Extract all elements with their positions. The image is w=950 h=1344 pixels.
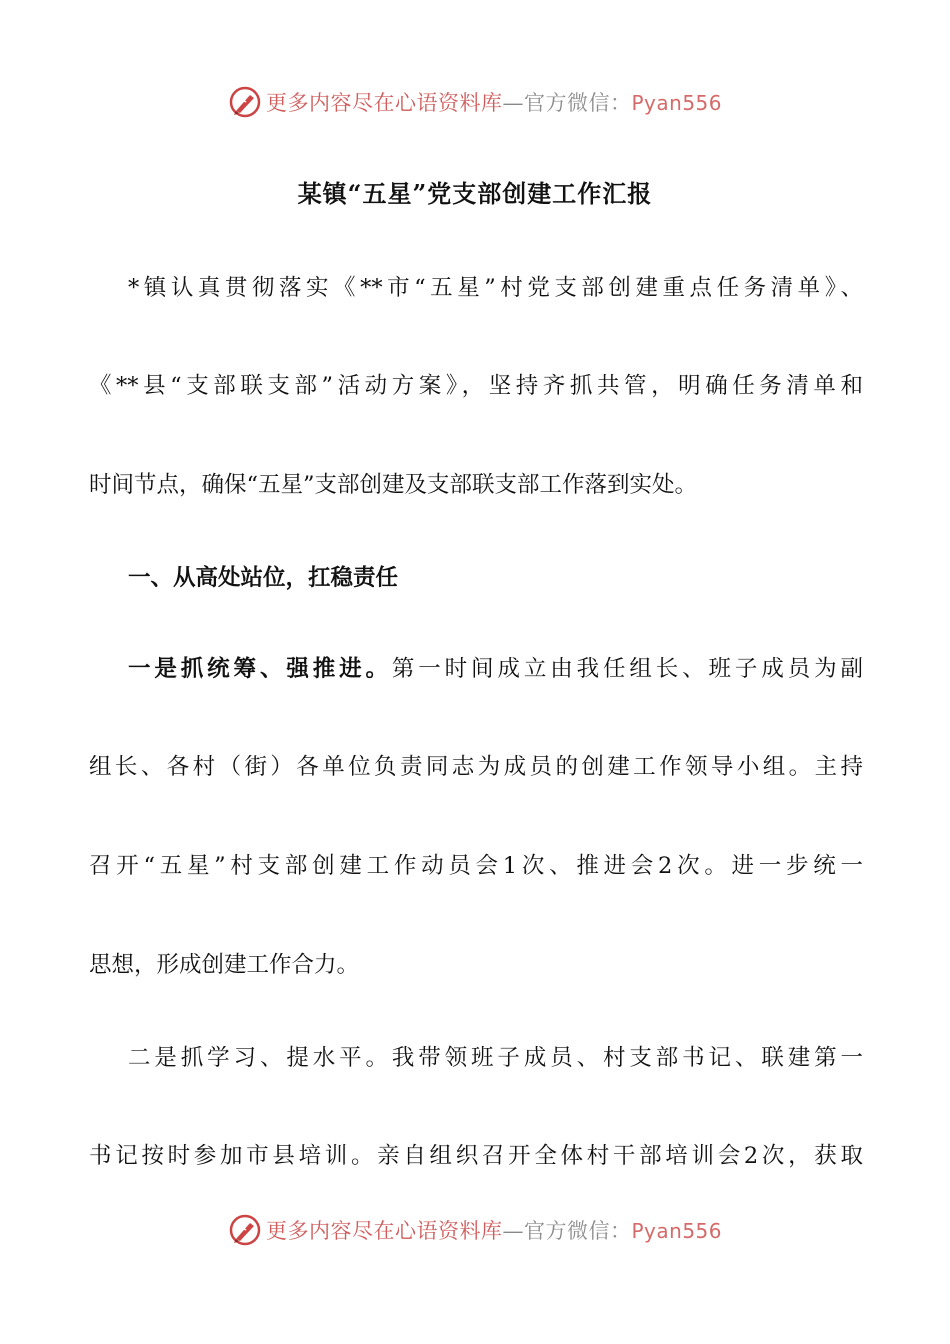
watermark-top	[0, 82, 950, 122]
item1-line-3: 召开“五星”村支部创建工作动员会1次、推进会2次。进一步统一	[89, 853, 863, 879]
document-title: 某镇“五星”党支部创建工作汇报	[297, 179, 653, 208]
pen-logo-icon	[228, 1213, 262, 1247]
pen-logo-icon	[228, 85, 262, 119]
intro-line-3: 时间节点，确保“五星”支部创建及支部联支部工作落到实处。	[89, 472, 698, 498]
watermark-wechat-label: 官方微信：	[523, 91, 632, 115]
item2-line-2: 书记按时参加市县培训。亲自组织召开全体村干部培训会2次，获取	[89, 1143, 863, 1169]
item1-first-line-rest: 第一时间成立由我任组长、班子成员为副	[391, 656, 863, 682]
item2-line-1: 二是抓学习、提水平。我带领班子成员、村支部书记、联建第一	[128, 1045, 863, 1071]
section-heading: 一、从高处站位，扛稳责任	[128, 565, 399, 591]
watermark-dash: —	[502, 91, 524, 115]
item1-lead: 一是抓统筹、强推进。	[128, 656, 392, 682]
intro-line-2: 《**县“支部联支部”活动方案》，坚持齐抓共管，明确任务清单和	[89, 373, 863, 399]
watermark-wechat-label: 官方微信：	[523, 1219, 632, 1243]
watermark-text	[266, 1215, 722, 1245]
item1-line-1	[128, 651, 863, 687]
watermark-brand: 更多内容尽在心语资料库	[265, 1219, 503, 1243]
item1-line-2: 组长、各村（街）各单位负责同志为成员的创建工作领导小组。主持	[89, 754, 863, 780]
watermark-bottom	[0, 1210, 950, 1250]
watermark-wechat-id: Pyan556	[631, 91, 722, 115]
watermark-wechat-id: Pyan556	[631, 1219, 722, 1243]
intro-line-1: *镇认真贯彻落实《**市“五星”村党支部创建重点任务清单》、	[128, 275, 863, 301]
watermark-text	[266, 87, 722, 117]
watermark-brand: 更多内容尽在心语资料库	[265, 91, 503, 115]
watermark-dash: —	[502, 1219, 524, 1243]
item1-line-4: 思想，形成创建工作合力。	[89, 952, 360, 978]
